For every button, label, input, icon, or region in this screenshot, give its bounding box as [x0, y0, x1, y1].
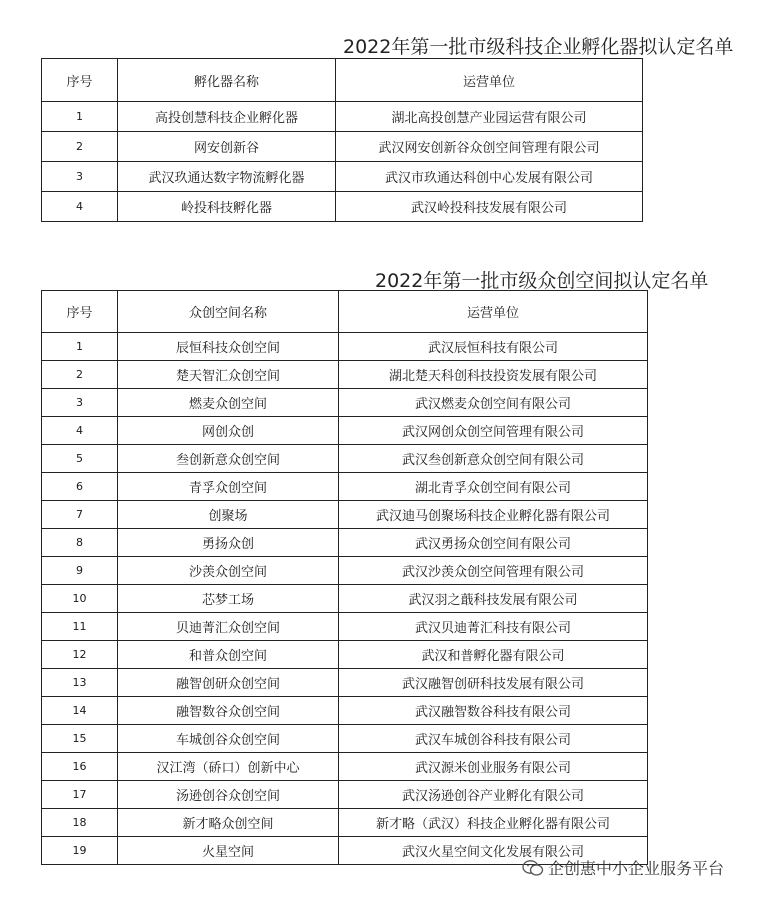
makerspace-table — [41, 290, 648, 865]
row-index: 4 — [42, 417, 118, 445]
operator-name: 武汉车城创谷科技有限公司 — [339, 725, 648, 753]
table-row — [42, 669, 648, 697]
table-row — [42, 473, 648, 501]
makerspace-name: 芯梦工场 — [118, 585, 339, 613]
makerspace-name: 新才略众创空间 — [118, 809, 339, 837]
operator-name: 武汉网安创新谷众创空间管理有限公司 — [336, 132, 643, 162]
table-row — [42, 753, 648, 781]
table-row — [42, 162, 643, 192]
makerspace-list-title: 2022年第一批市级众创空间拟认定名单 — [375, 270, 709, 292]
wechat-icon — [522, 859, 544, 877]
operator-name: 湖北楚天科创科技投资发展有限公司 — [339, 361, 648, 389]
operator-name: 武汉辰恒科技有限公司 — [339, 333, 648, 361]
incubator-name: 岭投科技孵化器 — [118, 192, 336, 222]
makerspace-name: 汉江湾（硚口）创新中心 — [118, 753, 339, 781]
makerspace-name: 火星空间 — [118, 837, 339, 865]
operator-name: 武汉汤逊创谷产业孵化有限公司 — [339, 781, 648, 809]
makerspace-name: 青孚众创空间 — [118, 473, 339, 501]
incubator-name: 网安创新谷 — [118, 132, 336, 162]
table-row — [42, 557, 648, 585]
table-row — [42, 725, 648, 753]
makerspace-name: 和普众创空间 — [118, 641, 339, 669]
table-row — [42, 445, 648, 473]
column-header-makerspace-name: 众创空间名称 — [118, 291, 339, 333]
operator-name: 武汉和普孵化器有限公司 — [339, 641, 648, 669]
row-index: 3 — [42, 162, 118, 192]
makerspace-name: 沙羡众创空间 — [118, 557, 339, 585]
table-row — [42, 102, 643, 132]
makerspace-name: 燃麦众创空间 — [118, 389, 339, 417]
operator-name: 武汉网创众创空间管理有限公司 — [339, 417, 648, 445]
makerspace-name: 汤逊创谷众创空间 — [118, 781, 339, 809]
table-row — [42, 417, 648, 445]
makerspace-name: 辰恒科技众创空间 — [118, 333, 339, 361]
table-row — [42, 333, 648, 361]
column-header-operator: 运营单位 — [339, 291, 648, 333]
incubator-name: 高投创慧科技企业孵化器 — [118, 102, 336, 132]
makerspace-name: 融智创研众创空间 — [118, 669, 339, 697]
operator-name: 武汉源米创业服务有限公司 — [339, 753, 648, 781]
row-index: 8 — [42, 529, 118, 557]
makerspace-name: 融智数谷众创空间 — [118, 697, 339, 725]
row-index: 13 — [42, 669, 118, 697]
row-index: 2 — [42, 361, 118, 389]
row-index: 12 — [42, 641, 118, 669]
incubator-table — [41, 58, 643, 222]
row-index: 5 — [42, 445, 118, 473]
operator-name: 武汉贝迪菁汇科技有限公司 — [339, 613, 648, 641]
operator-name: 武汉叁创新意众创空间有限公司 — [339, 445, 648, 473]
operator-name: 武汉火星空间文化发展有限公司 — [339, 837, 648, 865]
table-row — [42, 529, 648, 557]
makerspace-name: 叁创新意众创空间 — [118, 445, 339, 473]
column-header-index: 序号 — [42, 59, 118, 102]
watermark-text: 企创惠中小企业服务平台 — [548, 859, 725, 878]
makerspace-name: 创聚场 — [118, 501, 339, 529]
table-row — [42, 809, 648, 837]
makerspace-name: 网创众创 — [118, 417, 339, 445]
row-index: 4 — [42, 192, 118, 222]
table-row — [42, 697, 648, 725]
table-row — [42, 389, 648, 417]
operator-name: 武汉市玖通达科创中心发展有限公司 — [336, 162, 643, 192]
table-row — [42, 501, 648, 529]
operator-name: 武汉羽之蕺科技发展有限公司 — [339, 585, 648, 613]
operator-name: 武汉融智创研科技发展有限公司 — [339, 669, 648, 697]
operator-name: 武汉沙羡众创空间管理有限公司 — [339, 557, 648, 585]
table-row — [42, 585, 648, 613]
operator-name: 武汉勇扬众创空间有限公司 — [339, 529, 648, 557]
row-index: 16 — [42, 753, 118, 781]
table-row — [42, 132, 643, 162]
row-index: 14 — [42, 697, 118, 725]
table-row — [42, 641, 648, 669]
makerspace-name: 车城创谷众创空间 — [118, 725, 339, 753]
makerspace-name: 楚天智汇众创空间 — [118, 361, 339, 389]
table-row — [42, 361, 648, 389]
row-index: 9 — [42, 557, 118, 585]
operator-name: 新才略（武汉）科技企业孵化器有限公司 — [339, 809, 648, 837]
row-index: 7 — [42, 501, 118, 529]
row-index: 1 — [42, 333, 118, 361]
operator-name: 武汉迪马创聚场科技企业孵化器有限公司 — [339, 501, 648, 529]
wechat-watermark — [522, 856, 724, 879]
operator-name: 武汉融智数谷科技有限公司 — [339, 697, 648, 725]
row-index: 19 — [42, 837, 118, 865]
table-row — [42, 781, 648, 809]
makerspace-name: 贝迪菁汇众创空间 — [118, 613, 339, 641]
table-row — [42, 613, 648, 641]
row-index: 11 — [42, 613, 118, 641]
row-index: 3 — [42, 389, 118, 417]
row-index: 6 — [42, 473, 118, 501]
table-row — [42, 192, 643, 222]
column-header-operator: 运营单位 — [336, 59, 643, 102]
incubator-name: 武汉玖通达数字物流孵化器 — [118, 162, 336, 192]
column-header-incubator-name: 孵化器名称 — [118, 59, 336, 102]
makerspace-name: 勇扬众创 — [118, 529, 339, 557]
row-index: 18 — [42, 809, 118, 837]
operator-name: 武汉燃麦众创空间有限公司 — [339, 389, 648, 417]
operator-name: 武汉岭投科技发展有限公司 — [336, 192, 643, 222]
row-index: 10 — [42, 585, 118, 613]
operator-name: 湖北青孚众创空间有限公司 — [339, 473, 648, 501]
row-index: 1 — [42, 102, 118, 132]
row-index: 2 — [42, 132, 118, 162]
table-header-row — [42, 59, 643, 102]
table-header-row — [42, 291, 648, 333]
operator-name: 湖北高投创慧产业园运营有限公司 — [336, 102, 643, 132]
incubator-list-title: 2022年第一批市级科技企业孵化器拟认定名单 — [343, 36, 734, 58]
row-index: 15 — [42, 725, 118, 753]
row-index: 17 — [42, 781, 118, 809]
column-header-index: 序号 — [42, 291, 118, 333]
